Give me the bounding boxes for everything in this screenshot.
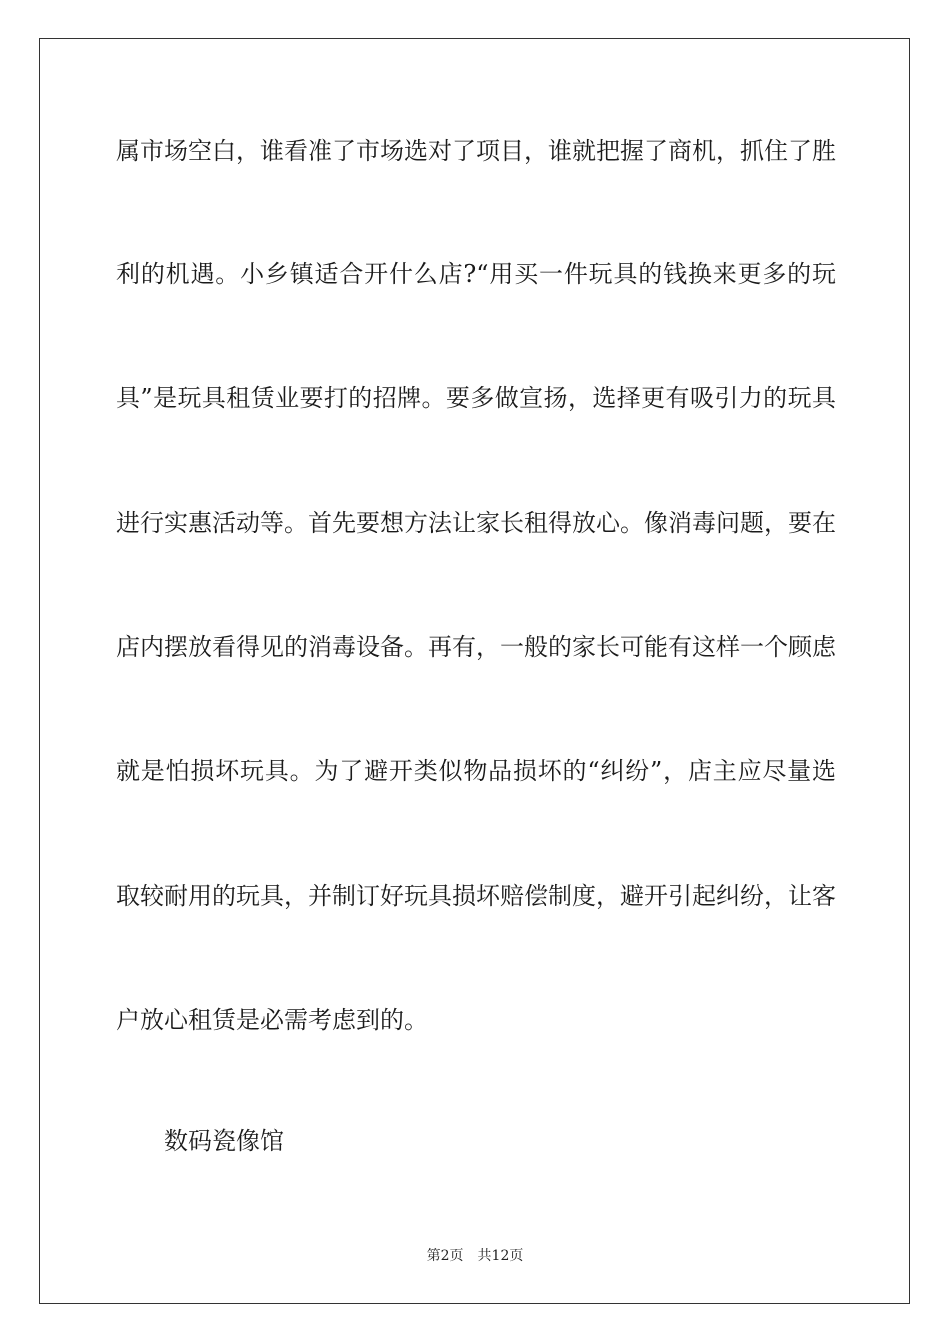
page-footer [0, 1247, 950, 1265]
page-number-total: 共12页 [477, 1248, 524, 1264]
page-number-current: 第2页 [426, 1248, 464, 1264]
page-frame [39, 38, 910, 1304]
section-heading: 数码瓷像馆 [164, 1127, 284, 1155]
paragraph-line: 取较耐用的玩具，并制订好玩具损坏赔偿制度，避开引起纠纷，让客 [116, 882, 836, 910]
paragraph-line: 属市场空白，谁看准了市场选对了项目，谁就把握了商机，抓住了胜 [116, 137, 836, 165]
paragraph-line: 就是怕损坏玩具。为了避开类似物品损坏的“纠纷”，店主应尽量选 [116, 757, 836, 785]
paragraph-line: 店内摆放看得见的消毒设备。再有，一般的家长可能有这样一个顾虑 [116, 633, 836, 661]
paragraph-line: 进行实惠活动等。首先要想方法让家长租得放心。像消毒问题，要在 [116, 509, 836, 537]
paragraph-line: 户放心租赁是必需考虑到的。 [116, 1006, 428, 1034]
paragraph-line: 具”是玩具租赁业要打的招牌。要多做宣扬，选择更有吸引力的玩具 [116, 384, 836, 412]
paragraph-line: 利的机遇。小乡镇适合开什么店?“用买一件玩具的钱换来更多的玩 [116, 260, 836, 288]
